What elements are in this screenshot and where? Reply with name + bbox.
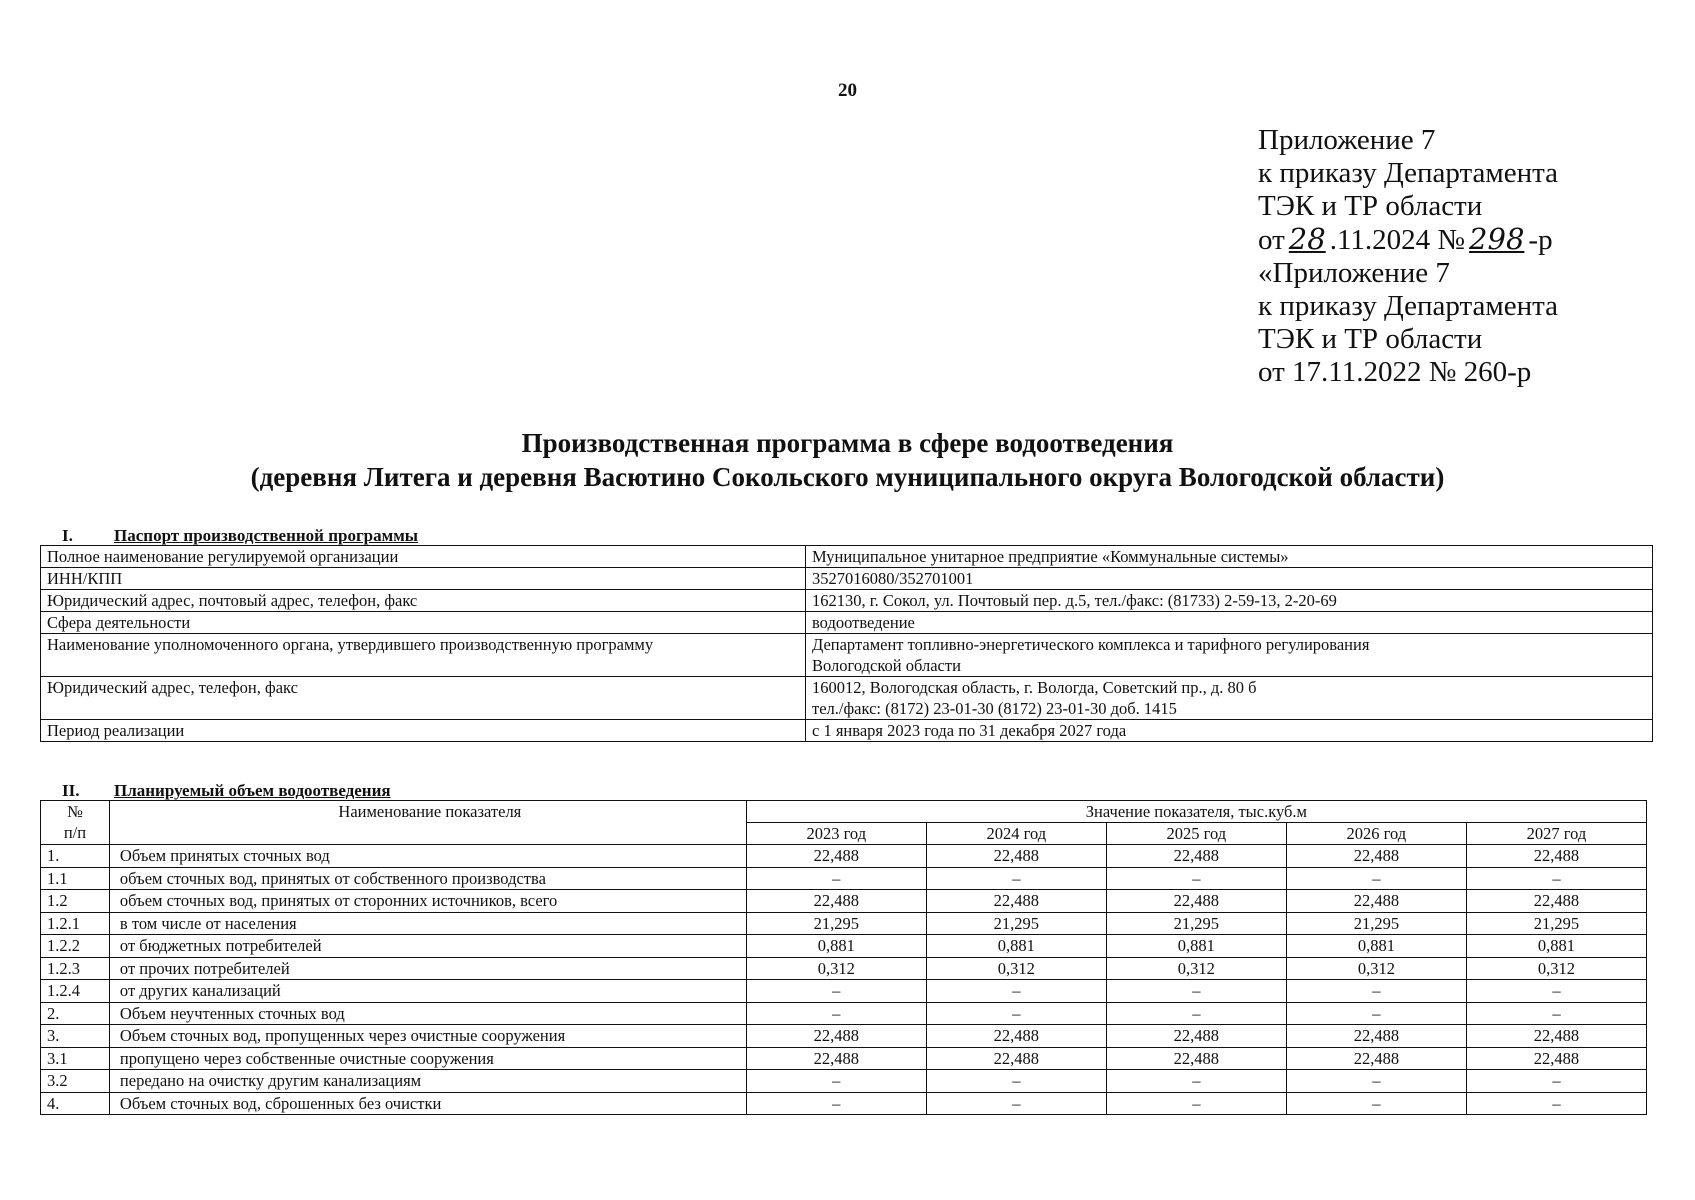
row-name: Объем принятых сточных вод xyxy=(109,845,746,868)
row-number: 1.2 xyxy=(41,890,110,913)
passport-value xyxy=(806,634,1653,677)
section-title: Паспорт производственной программы xyxy=(114,526,419,545)
table-row xyxy=(41,957,1647,980)
row-name: от прочих потребителей xyxy=(109,957,746,980)
row-value: 22,488 xyxy=(1106,845,1286,868)
row-number: 4. xyxy=(41,1092,110,1115)
passport-value-line: Муниципальное унитарное предприятие «Коммунальные системы» xyxy=(812,547,1289,566)
row-value: 21,295 xyxy=(1106,912,1286,935)
row-value: 22,488 xyxy=(1106,1047,1286,1070)
row-value: – xyxy=(1106,1070,1286,1093)
passport-value xyxy=(806,568,1653,590)
row-value: 22,488 xyxy=(1286,890,1466,913)
table-row xyxy=(41,980,1647,1003)
passport-value-line: с 1 января 2023 года по 31 декабря 2027 года xyxy=(812,721,1127,740)
header-value-group: Значение показателя, тыс.куб.м xyxy=(746,801,1646,823)
row-number: 1.2.1 xyxy=(41,912,110,935)
passport-label: ИНН/КПП xyxy=(41,568,806,590)
row-value: – xyxy=(1466,1002,1646,1025)
table-row xyxy=(41,1047,1647,1070)
row-name: объем сточных вод, принятых от собственного производства xyxy=(109,867,746,890)
header-year: 2025 год xyxy=(1106,823,1286,845)
section-2-heading xyxy=(62,781,391,801)
row-value: – xyxy=(926,980,1106,1003)
row-name: Объем сточных вод, сброшенных без очистки xyxy=(109,1092,746,1115)
row-value: – xyxy=(1466,1092,1646,1115)
row-value: 0,312 xyxy=(1466,957,1646,980)
passport-value-line: тел./факс: (8172) 23-01-30 (8172) 23-01-30 доб. 1415 xyxy=(812,699,1177,718)
row-value: 22,488 xyxy=(1106,890,1286,913)
row-value: 0,312 xyxy=(1106,957,1286,980)
row-value: 0,312 xyxy=(926,957,1106,980)
table-row xyxy=(41,546,1653,568)
handwritten-order-number: 298 xyxy=(1469,222,1525,256)
passport-value xyxy=(806,612,1653,634)
table-header-row xyxy=(41,801,1647,823)
row-name: от других канализаций xyxy=(109,980,746,1003)
table-row xyxy=(41,935,1647,958)
row-value: 21,295 xyxy=(926,912,1106,935)
table-row xyxy=(41,890,1647,913)
order-date-rest: .11.2024 № xyxy=(1329,224,1466,256)
row-number: 1.2.3 xyxy=(41,957,110,980)
row-number: 1.2.2 xyxy=(41,935,110,958)
passport-value-line: водоотведение xyxy=(812,613,915,632)
row-value: – xyxy=(1106,1092,1286,1115)
row-value: – xyxy=(1286,1070,1466,1093)
order-number-suffix: -р xyxy=(1528,224,1553,256)
row-value: 22,488 xyxy=(926,845,1106,868)
row-value: 21,295 xyxy=(1466,912,1646,935)
row-number: 1.1 xyxy=(41,867,110,890)
table-row xyxy=(41,612,1653,634)
table-row xyxy=(41,867,1647,890)
appendix-line: «Приложение 7 xyxy=(1258,257,1450,289)
row-number: 3. xyxy=(41,1025,110,1048)
row-value: – xyxy=(1286,1002,1466,1025)
row-value: 0,312 xyxy=(1286,957,1466,980)
passport-label: Юридический адрес, телефон, факс xyxy=(41,677,806,720)
row-name: пропущено через собственные очистные сооружения xyxy=(109,1047,746,1070)
header-number: № п/п xyxy=(41,801,110,845)
document-title xyxy=(0,426,1695,494)
passport-label: Полное наименование регулируемой организации xyxy=(41,546,806,568)
passport-value-line: Вологодской области xyxy=(812,656,961,675)
row-value: 0,881 xyxy=(926,935,1106,958)
passport-value-line: 160012, Вологодская область, г. Вологда, Советский пр., д. 80 б xyxy=(812,678,1257,697)
row-name: передано на очистку другим канализациям xyxy=(109,1070,746,1093)
title-line-1: Производственная программа в сфере водоотведения xyxy=(521,428,1174,458)
row-value: 22,488 xyxy=(1286,1025,1466,1048)
row-number: 1. xyxy=(41,845,110,868)
row-value: 22,488 xyxy=(926,1025,1106,1048)
appendix-line: ТЭК и ТР области xyxy=(1258,323,1483,355)
row-value: 22,488 xyxy=(746,1047,926,1070)
row-value: 22,488 xyxy=(926,890,1106,913)
handwritten-day: 28 xyxy=(1288,222,1326,256)
table-row xyxy=(41,1092,1647,1115)
table-row xyxy=(41,845,1647,868)
appendix-line: к приказу Департамента xyxy=(1258,290,1559,322)
row-name: Объем сточных вод, пропущенных через очистные сооружения xyxy=(109,1025,746,1048)
row-value: 22,488 xyxy=(1286,1047,1466,1070)
row-value: – xyxy=(926,867,1106,890)
passport-value xyxy=(806,720,1653,742)
table-row xyxy=(41,634,1653,677)
row-value: – xyxy=(1106,1002,1286,1025)
passport-label: Наименование уполномоченного органа, утвердившего производственную программу xyxy=(41,634,806,677)
passport-value-line: 162130, г. Сокол, ул. Почтовый пер. д.5, тел./факс: (81733) 2-59-13, 2-20-69 xyxy=(812,591,1337,610)
row-value: – xyxy=(1106,980,1286,1003)
row-value: – xyxy=(926,1092,1106,1115)
table-row xyxy=(41,1002,1647,1025)
appendix-line: к приказу Департамента xyxy=(1258,157,1559,189)
row-value: – xyxy=(746,1002,926,1025)
row-value: – xyxy=(746,867,926,890)
row-value: – xyxy=(746,1092,926,1115)
order-date-prefix: от xyxy=(1258,224,1285,256)
row-value: 22,488 xyxy=(1286,845,1466,868)
section-number: II. xyxy=(62,781,80,800)
table-row xyxy=(41,912,1647,935)
header-year: 2027 год xyxy=(1466,823,1646,845)
row-value: 22,488 xyxy=(1466,1047,1646,1070)
row-value: 22,488 xyxy=(1106,1025,1286,1048)
row-value: 22,488 xyxy=(746,890,926,913)
table-row xyxy=(41,720,1653,742)
section-1-heading xyxy=(62,526,418,546)
row-value: 0,312 xyxy=(746,957,926,980)
section-title: Планируемый объем водоотведения xyxy=(114,781,391,800)
passport-table xyxy=(40,545,1653,742)
row-name: Объем неучтенных сточных вод xyxy=(109,1002,746,1025)
row-value: 0,881 xyxy=(1106,935,1286,958)
table-row xyxy=(41,568,1653,590)
row-value: 22,488 xyxy=(746,845,926,868)
section-number: I. xyxy=(62,526,73,545)
passport-value xyxy=(806,677,1653,720)
passport-label: Сфера деятельности xyxy=(41,612,806,634)
table-row xyxy=(41,677,1653,720)
row-value: – xyxy=(1286,1092,1466,1115)
table-row xyxy=(41,1025,1647,1048)
row-value: 22,488 xyxy=(1466,845,1646,868)
row-value: 22,488 xyxy=(926,1047,1106,1070)
row-value: – xyxy=(746,980,926,1003)
row-value: 0,881 xyxy=(1286,935,1466,958)
row-value: – xyxy=(1466,980,1646,1003)
row-value: 22,488 xyxy=(1466,890,1646,913)
row-value: – xyxy=(1106,867,1286,890)
row-value: 0,881 xyxy=(1466,935,1646,958)
row-value: – xyxy=(1466,1070,1646,1093)
row-value: 0,881 xyxy=(746,935,926,958)
table-row xyxy=(41,1070,1647,1093)
appendix-line: от 17.11.2022 № 260-р xyxy=(1258,356,1532,388)
passport-value-line: Департамент топливно-энергетического комплекса и тарифного регулирования xyxy=(812,635,1370,654)
passport-value xyxy=(806,590,1653,612)
header-name: Наименование показателя xyxy=(109,801,746,845)
row-value: 21,295 xyxy=(746,912,926,935)
header-year: 2026 год xyxy=(1286,823,1466,845)
title-line-2: (деревня Литега и деревня Васютино Сокольского муниципального округа Вологодской области) xyxy=(250,462,1445,492)
row-value: 21,295 xyxy=(1286,912,1466,935)
row-value: – xyxy=(926,1002,1106,1025)
passport-label: Период реализации xyxy=(41,720,806,742)
row-value: – xyxy=(746,1070,926,1093)
header-year: 2024 год xyxy=(926,823,1106,845)
row-name: объем сточных вод, принятых от сторонних источников, всего xyxy=(109,890,746,913)
appendix-block xyxy=(1258,124,1678,389)
volume-table xyxy=(40,800,1647,1115)
row-value: 22,488 xyxy=(746,1025,926,1048)
header-year: 2023 год xyxy=(746,823,926,845)
row-number: 1.2.4 xyxy=(41,980,110,1003)
passport-label: Юридический адрес, почтовый адрес, телефон, факс xyxy=(41,590,806,612)
table-row xyxy=(41,590,1653,612)
page-number: 20 xyxy=(838,80,857,101)
row-name: в том числе от населения xyxy=(109,912,746,935)
row-number: 3.2 xyxy=(41,1070,110,1093)
row-value: 22,488 xyxy=(1466,1025,1646,1048)
appendix-line: Приложение 7 xyxy=(1258,124,1436,156)
row-value: – xyxy=(1286,867,1466,890)
passport-value-line: 3527016080/352701001 xyxy=(812,569,974,588)
row-value: – xyxy=(926,1070,1106,1093)
passport-value xyxy=(806,546,1653,568)
row-number: 3.1 xyxy=(41,1047,110,1070)
row-value: – xyxy=(1286,980,1466,1003)
row-name: от бюджетных потребителей xyxy=(109,935,746,958)
appendix-line: ТЭК и ТР области xyxy=(1258,190,1483,222)
row-number: 2. xyxy=(41,1002,110,1025)
row-value: – xyxy=(1466,867,1646,890)
appendix-order-date xyxy=(1258,223,1678,257)
